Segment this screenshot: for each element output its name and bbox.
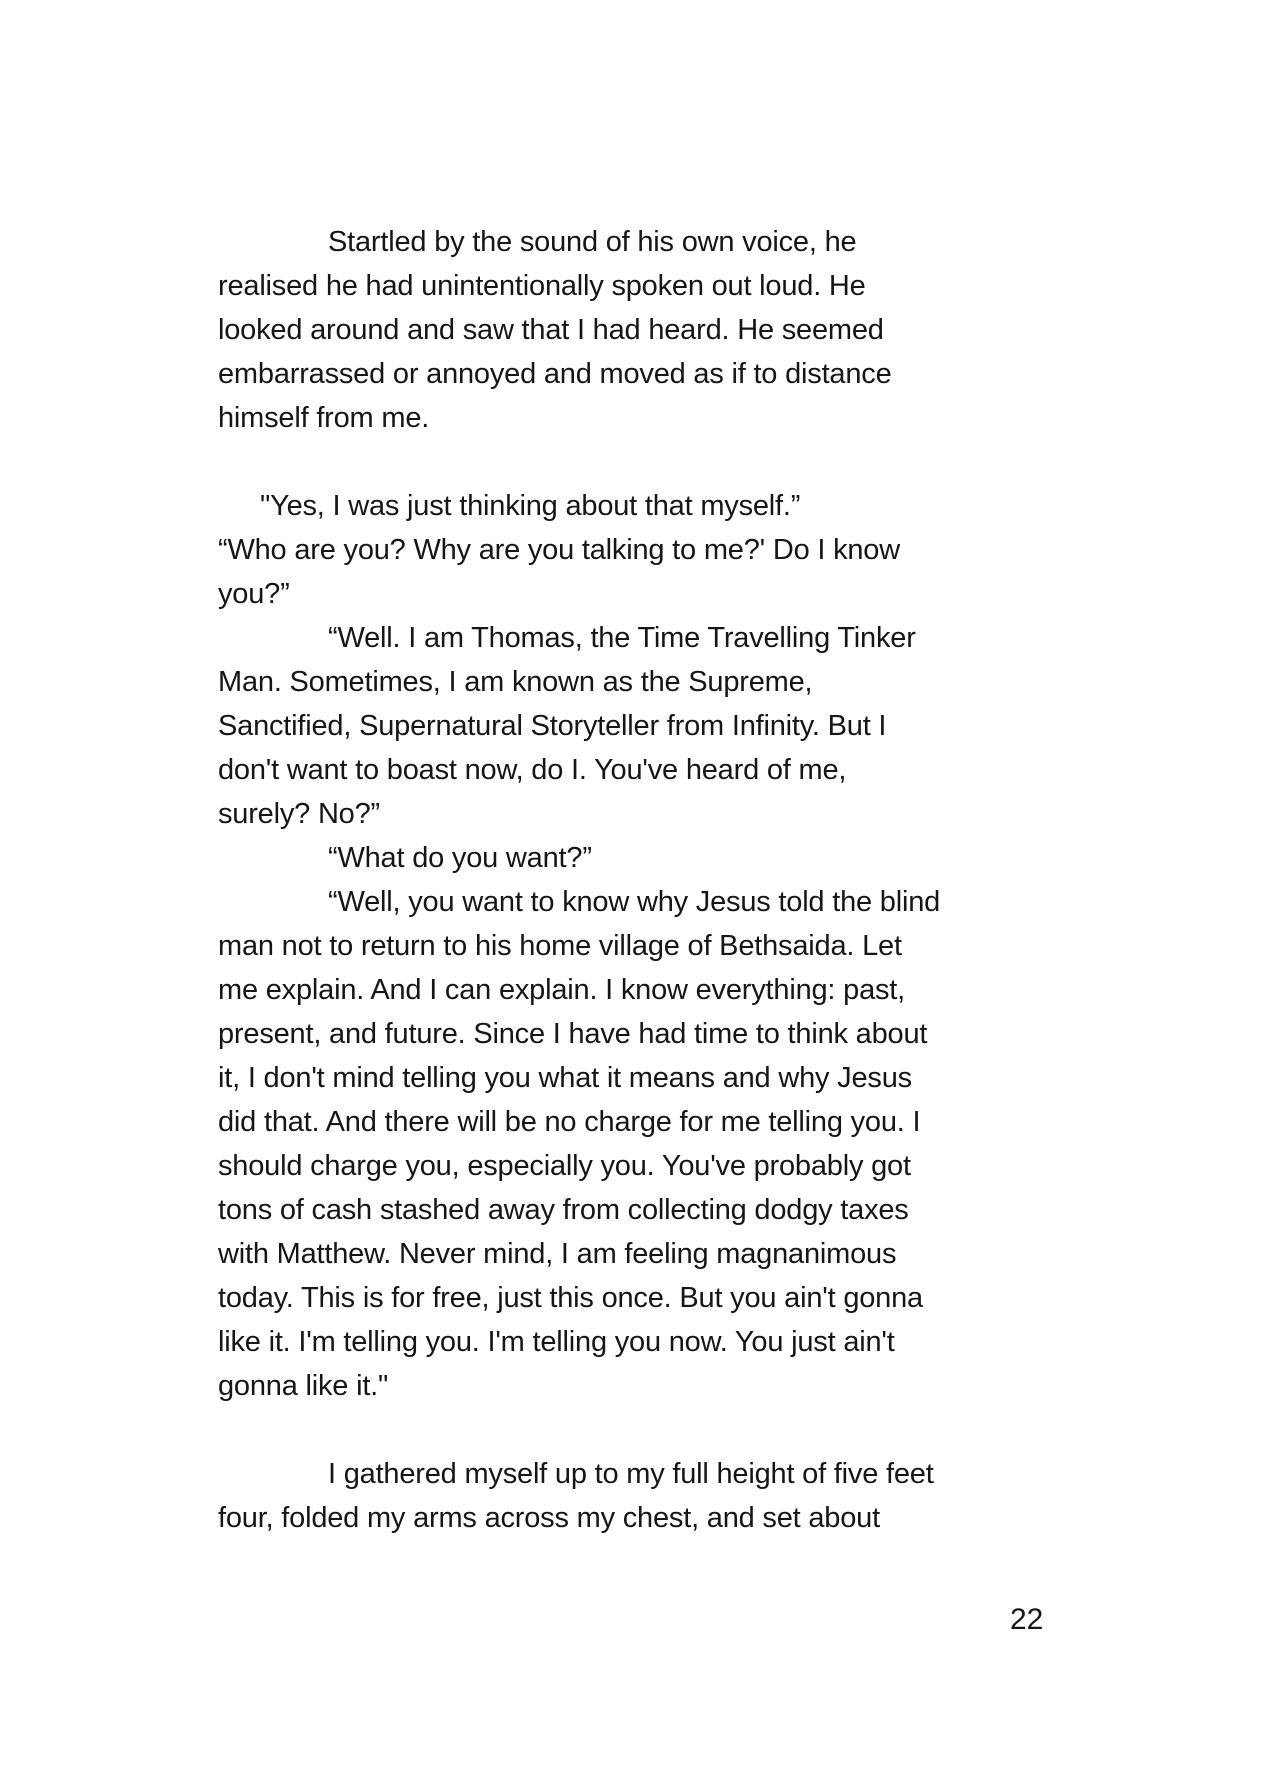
text-line: with Matthew. Never mind, I am feeling magnanimous [218, 1238, 897, 1270]
text-line: I gathered myself up to my full height of five feet [328, 1458, 934, 1490]
page-text [218, 220, 1078, 1540]
text-line: looked around and saw that I had heard. He seemed [218, 314, 884, 346]
text-line: tons of cash stashed away from collecting dodgy taxes [218, 1194, 909, 1226]
blank-line [218, 440, 1078, 484]
text-line: it, I don't mind telling you what it means and why Jesus [218, 1062, 912, 1094]
text-line: gonna like it." [218, 1370, 389, 1402]
text-line: “Who are you? Why are you talking to me?' Do I know [218, 534, 900, 566]
text-line: four, folded my arms across my chest, and set about [218, 1502, 880, 1534]
page-number: 22 [1010, 1603, 1044, 1636]
text-line: Sanctified, Supernatural Storyteller from Infinity. But I [218, 710, 887, 742]
text-line: “What do you want?” [328, 842, 592, 874]
text-line: today. This is for free, just this once. But you ain't gonna [218, 1282, 923, 1314]
blank-line [218, 1408, 1078, 1452]
text-line: himself from me. [218, 402, 430, 434]
text-line: me explain. And I can explain. I know everything: past, [218, 974, 906, 1006]
text-line: embarrassed or annoyed and moved as if to distance [218, 358, 892, 390]
text-line: don't want to boast now, do I. You've heard of me, [218, 754, 847, 786]
text-line: like it. I'm telling you. I'm telling you now. You just ain't [218, 1326, 895, 1358]
text-line: Man. Sometimes, I am known as the Supreme, [218, 666, 813, 698]
text-line: did that. And there will be no charge for me telling you. I [218, 1106, 921, 1138]
text-line: man not to return to his home village of Bethsaida. Let [218, 930, 902, 962]
text-line: "Yes, I was just thinking about that myself.” [260, 490, 801, 522]
text-line: Startled by the sound of his own voice, he [328, 226, 857, 258]
text-line: you?” [218, 578, 290, 610]
text-line: should charge you, especially you. You've probably got [218, 1150, 911, 1182]
text-line: present, and future. Since I have had time to think about [218, 1018, 928, 1050]
text-line: surely? No?” [218, 798, 380, 830]
text-line: realised he had unintentionally spoken out loud. He [218, 270, 866, 302]
text-line: “Well. I am Thomas, the Time Travelling Tinker [328, 622, 916, 654]
text-line: “Well, you want to know why Jesus told the blind [328, 886, 941, 918]
